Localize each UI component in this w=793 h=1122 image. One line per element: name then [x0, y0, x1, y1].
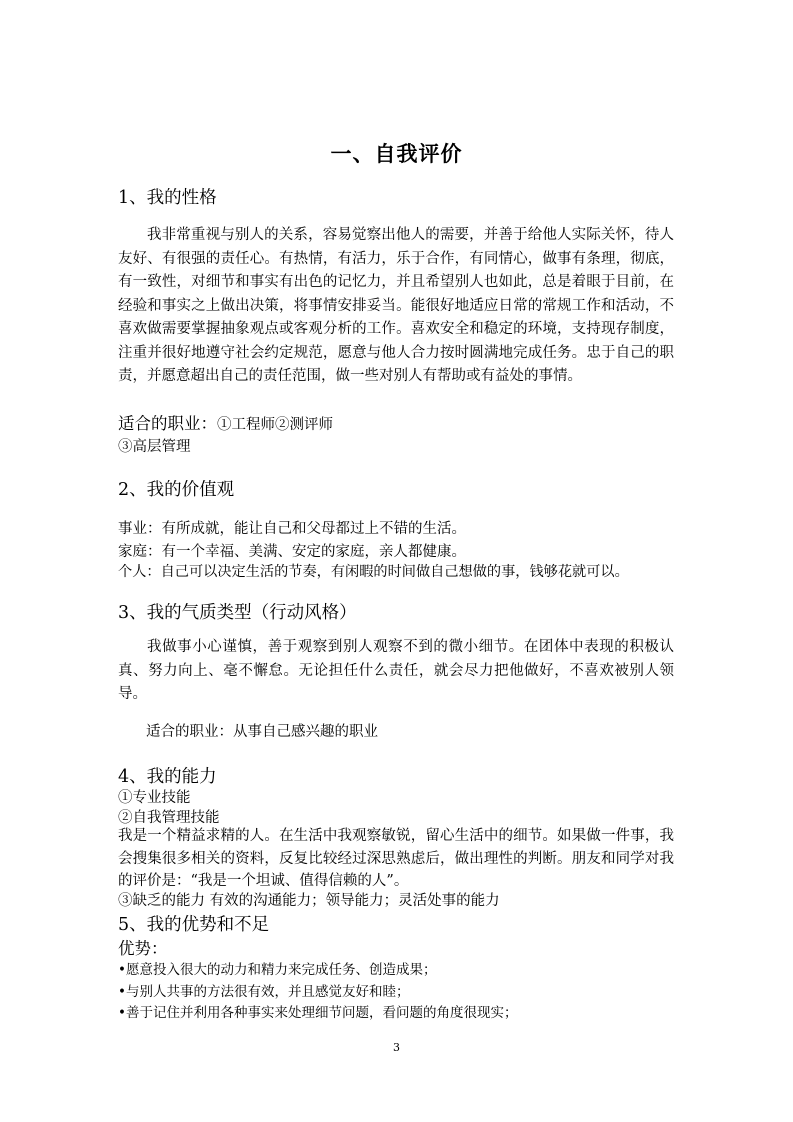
temperament-paragraph: 我做事小心谨慎，善于观察到别人观察不到的微小细节。在团体中表现的积极认真、努力向上、毫不懈怠。无论担任什么责任，就会尽力把他做好，不喜欢被别人领导。	[118, 639, 674, 702]
strength-bullet: •与别人共事的方法很有效，并且感觉友好和睦；	[118, 984, 410, 1000]
values-line-personal: 个人：自己可以决定生活的节奏，有闲暇的时间做自己想做的事，钱够花就可以。	[118, 564, 629, 580]
section-heading-personality: 1、我的性格	[118, 188, 217, 208]
values-line-family: 家庭：有一个幸福、美满、安定的家庭，亲人都健康。	[118, 544, 466, 560]
page-title: 一、自我评价	[330, 142, 463, 166]
values-line-career: 事业：有所成就，能让自己和父母都过上不错的生活。	[118, 521, 466, 537]
suitable-career-line-2: ③高层管理	[118, 439, 191, 455]
strengths-subheading: 优势：	[118, 939, 168, 958]
suitable-career-items: ①工程师②测评师	[217, 417, 333, 433]
section-heading-values: 2、我的价值观	[118, 480, 235, 500]
temperament-career: 适合的职业：从事自己感兴趣的职业	[146, 724, 378, 740]
personality-paragraph: 我非常重视与别人的关系，容易觉察出他人的需要，并善于给他人实际关怀，待人友好、有很强的责任心。有热情，有活力，乐于合作，有同情心，做事有条理，彻底，有一致性，对细节和事实有出色的记忆力，并且希望别人也如此，总是着眼于目前，在经验和事实之上做出决策，将事情安排妥当。能很好地适应日常的常规工作和活动，不喜欢做需要掌握抽象观点或客观分析的工作。喜欢安全和稳定的环境，支持现存制度，注重并很好地遵守社会约定规范，愿意与他人合力按时圆满地完成任务。忠于自己的职责，并愿意超出自己的责任范围，做一些对别人有帮助或有益处的事情。	[118, 227, 674, 384]
section-heading-strengths-weaknesses: 5、我的优势和不足	[118, 915, 270, 935]
page-number: 3	[393, 1041, 400, 1054]
section-heading-abilities: 4、我的能力	[118, 767, 217, 787]
ability-item-self-management: ②自我管理技能	[118, 810, 220, 826]
ability-item-professional: ①专业技能	[118, 790, 191, 806]
suitable-career-label: 适合的职业：	[118, 414, 217, 433]
strength-bullet: •善于记住并利用各种事实来处理细节问题，看问题的角度很现实；	[118, 1005, 518, 1021]
suitable-career-line	[118, 410, 333, 434]
strength-bullet: •愿意投入很大的动力和精力来完成任务、创造成果；	[118, 962, 437, 978]
abilities-paragraph: 我是一个精益求精的人。在生活中我观察敏锐，留心生活中的细节。如果做一件事，我会搜集很多相关的资料，反复比较经过深思熟虑后，做出理性的判断。朋友和同学对我的评价是：“我是一个坦诚、值得信赖的人”。	[118, 828, 674, 889]
section-heading-temperament: 3、我的气质类型（行动风格）	[118, 603, 357, 623]
ability-item-lacking: ③缺乏的能力 有效的沟通能力；领导能力；灵活处事的能力	[118, 893, 500, 909]
